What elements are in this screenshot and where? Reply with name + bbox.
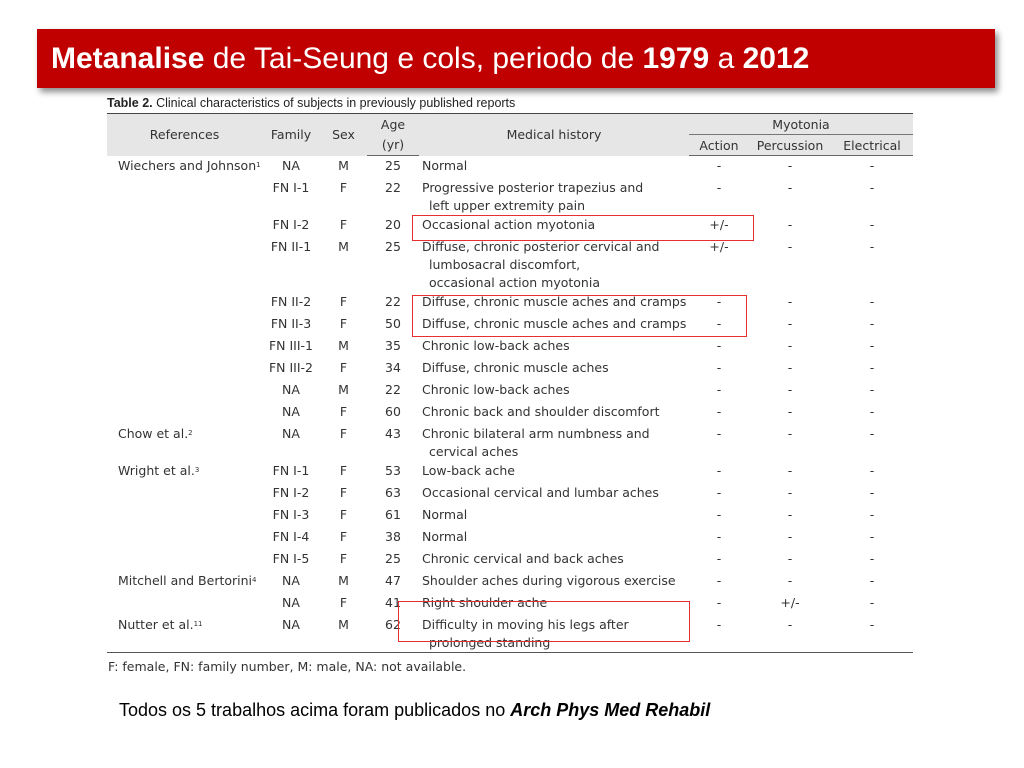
history-line: Diffuse, chronic muscle aches: [422, 360, 609, 375]
reference-name: Wright et al.: [118, 463, 195, 478]
cell-percussion: -: [787, 529, 793, 544]
cell-sex: F: [339, 316, 348, 331]
cell-electrical: -: [869, 463, 875, 478]
history-line: Shoulder aches during vigorous exercise: [422, 573, 676, 588]
history-continuation: occasional action myotonia: [429, 275, 600, 290]
cell-electrical: -: [869, 316, 875, 331]
cell-family: FN I-1: [272, 180, 310, 195]
cell-reference: [107, 314, 262, 336]
cell-percussion: +/-: [780, 595, 800, 610]
reference-name: Wiechers and Johnson: [118, 157, 257, 173]
journal-name: Arch Phys Med Rehabil: [510, 700, 711, 720]
header-age: Age: [367, 114, 419, 135]
history-line: Occasional action myotonia: [422, 217, 596, 232]
cell-family: FN I-4: [272, 529, 310, 544]
history-line: Normal: [422, 157, 468, 173]
slide-title: [37, 29, 995, 88]
cell-action: -: [716, 595, 722, 610]
cell-electrical: -: [869, 158, 875, 173]
cell-reference: [107, 292, 262, 314]
header-references: References: [107, 114, 262, 156]
cell-percussion: -: [787, 463, 793, 478]
cell-family: FN I-5: [272, 551, 310, 566]
cell-family: NA: [282, 404, 300, 419]
cell-medical-history: [419, 237, 689, 292]
cell-sex: M: [338, 573, 349, 588]
cell-sex: M: [338, 239, 349, 254]
cell-age: 60: [385, 404, 401, 419]
cell-reference: [107, 424, 262, 461]
cell-medical-history: [419, 178, 689, 215]
cell-percussion: -: [787, 360, 793, 375]
header-electrical: Electrical: [831, 135, 913, 156]
title-year-end: 2012: [742, 42, 810, 75]
cell-age: 41: [385, 595, 401, 610]
header-medical-history: Medical history: [419, 114, 689, 156]
cell-sex: F: [339, 595, 348, 610]
cell-age: 43: [385, 426, 401, 441]
cell-action: -: [716, 294, 722, 309]
cell-electrical: -: [869, 294, 875, 309]
cell-medical-history: [419, 527, 689, 549]
cell-family: FN I-1: [272, 463, 310, 478]
cell-electrical: -: [869, 404, 875, 419]
cell-age: 25: [385, 158, 401, 173]
cell-reference: [107, 505, 262, 527]
cell-percussion: -: [787, 294, 793, 309]
cell-electrical: -: [869, 239, 875, 254]
cell-reference: [107, 358, 262, 380]
table-row: [107, 156, 913, 179]
cell-action: -: [716, 426, 722, 441]
history-line: Right shoulder ache: [422, 595, 548, 610]
cell-action: +/-: [709, 217, 729, 232]
cell-age: 22: [385, 382, 401, 397]
table-row: [107, 402, 913, 424]
title-year-start: 1979: [642, 42, 710, 75]
cell-sex: F: [339, 360, 348, 375]
cell-family: FN II-3: [270, 316, 312, 331]
cell-sex: F: [339, 507, 348, 522]
history-line: Chronic cervical and back aches: [422, 551, 624, 566]
cell-action: -: [716, 382, 722, 397]
cell-age: 34: [385, 360, 401, 375]
cell-percussion: -: [787, 573, 793, 588]
header-action: Action: [689, 135, 749, 156]
bottom-note-text: Todos os 5 trabalhos acima foram publicados no: [119, 700, 511, 720]
cell-medical-history: [419, 336, 689, 358]
cell-action: -: [716, 507, 722, 522]
cell-age: 53: [385, 463, 401, 478]
cell-sex: F: [339, 485, 348, 500]
cell-action: -: [716, 338, 722, 353]
cell-reference: [107, 336, 262, 358]
history-line: Chronic low-back aches: [422, 382, 570, 397]
reference-superscript: 3: [194, 466, 200, 474]
history-line: Normal: [422, 507, 468, 522]
cell-medical-history: [419, 461, 689, 483]
header-percussion: Percussion: [749, 135, 831, 156]
cell-age: 62: [367, 615, 419, 653]
cell-sex: F: [339, 551, 348, 566]
cell-percussion: -: [787, 507, 793, 522]
cell-electrical: -: [869, 595, 875, 610]
cell-percussion: -: [787, 426, 793, 441]
cell-electrical: -: [869, 217, 875, 232]
cell-reference: [107, 237, 262, 292]
reference-superscript: 1: [256, 160, 261, 169]
cell-age: 38: [385, 529, 401, 544]
table-footnote: F: female, FN: family number, M: male, NA: not available.: [108, 659, 467, 674]
cell-electrical: -: [869, 382, 875, 397]
cell-medical-history: [419, 571, 689, 593]
table-row: [107, 527, 913, 549]
cell-medical-history: [419, 424, 689, 461]
cell-family: FN I-2: [272, 485, 310, 500]
cell-medical-history: [419, 156, 689, 179]
cell-action: -: [716, 360, 722, 375]
table-caption-text: Clinical characteristics of subjects in previously published reports: [152, 96, 516, 110]
cell-electrical: -: [869, 507, 875, 522]
history-line: Chronic back and shoulder discomfort: [422, 404, 660, 419]
cell-family: NA: [282, 573, 300, 588]
cell-action: -: [716, 158, 722, 173]
cell-medical-history: [419, 358, 689, 380]
cell-age: 47: [385, 573, 401, 588]
cell-action: -: [716, 529, 722, 544]
cell-sex: M: [338, 157, 349, 173]
cell-reference: [107, 156, 262, 179]
cell-action: -: [716, 463, 722, 478]
cell-action: +/-: [709, 239, 729, 254]
cell-age: 50: [385, 316, 401, 331]
cell-percussion: -: [787, 316, 793, 331]
cell-sex: F: [339, 529, 348, 544]
cell-family: NA: [282, 157, 300, 173]
highlight-box-muscle-aches: [412, 295, 747, 337]
cell-family: FN III-1: [268, 338, 314, 353]
table-row: [107, 571, 913, 593]
cell-reference: [107, 215, 262, 237]
cell-reference: [107, 402, 262, 424]
cell-reference: [107, 178, 262, 215]
title-text: de Tai-Seung e cols, periodo de: [204, 42, 643, 75]
cell-percussion: -: [787, 485, 793, 500]
reference-superscript: 2: [188, 429, 193, 437]
reference-name: Chow et al.: [118, 426, 189, 441]
cell-action: -: [716, 316, 722, 331]
history-continuation: lumbosacral discomfort,: [429, 257, 581, 272]
cell-age: 22: [385, 294, 401, 309]
cell-percussion: -: [787, 180, 793, 195]
cell-family: FN II-1: [270, 239, 312, 254]
history-line: Normal: [422, 529, 468, 544]
history-continuation: left upper extremity pain: [429, 198, 586, 213]
bottom-note: [119, 700, 710, 721]
table-row: [107, 178, 913, 215]
cell-reference: [107, 380, 262, 402]
cell-electrical: -: [831, 615, 913, 653]
header-age-unit: (yr): [367, 135, 419, 156]
cell-electrical: -: [869, 338, 875, 353]
history-line: Progressive posterior trapezius and: [422, 180, 644, 195]
cell-reference: [107, 593, 262, 615]
cell-age: 25: [385, 551, 401, 566]
history-line: Diffuse, chronic muscle aches and cramps: [422, 294, 687, 309]
title-strong: Metanalise: [51, 42, 205, 75]
cell-electrical: -: [869, 426, 875, 441]
cell-percussion: -: [787, 338, 793, 353]
cell-age: 63: [385, 485, 401, 500]
cell-reference: [107, 461, 262, 483]
cell-action: -: [716, 485, 722, 500]
cell-sex: F: [339, 294, 348, 309]
history-line: Diffuse, chronic muscle aches and cramps: [422, 316, 687, 331]
cell-family: NA: [282, 595, 300, 610]
table-row: [107, 505, 913, 527]
cell-percussion: -: [787, 158, 793, 173]
highlight-box-action-myotonia: [412, 215, 754, 241]
table-row: [107, 237, 913, 292]
cell-family: FN II-2: [270, 294, 312, 309]
cell-medical-history: [419, 483, 689, 505]
reference-name: Mitchell and Bertorini: [118, 573, 253, 588]
cell-family: NA: [282, 426, 300, 441]
cell-medical-history: [419, 505, 689, 527]
history-continuation: cervical aches: [429, 444, 519, 459]
cell-sex: M: [338, 338, 349, 353]
table-row: [107, 358, 913, 380]
cell-percussion: -: [787, 404, 793, 419]
cell-sex: F: [339, 404, 348, 419]
reference-superscript: 11: [193, 620, 203, 628]
table-figure: [107, 93, 913, 674]
cell-age: 35: [385, 338, 401, 353]
highlight-box-legs: [398, 601, 690, 642]
header-sex: Sex: [320, 114, 367, 156]
cell-percussion: -: [787, 382, 793, 397]
cell-family: NA: [282, 382, 300, 397]
cell-percussion: -: [749, 615, 831, 653]
cell-reference: [107, 483, 262, 505]
history-line: Difficulty in moving his legs after: [422, 617, 629, 632]
cell-medical-history: [419, 402, 689, 424]
history-line: Diffuse, chronic posterior cervical and: [422, 239, 660, 254]
table-row: [107, 461, 913, 483]
table-row: [107, 483, 913, 505]
history-line: Occasional cervical and lumbar aches: [422, 485, 659, 500]
cell-age: 20: [385, 217, 401, 232]
cell-age: 25: [385, 239, 401, 254]
reference-superscript: 4: [252, 576, 257, 584]
table-row: [107, 336, 913, 358]
cell-sex: M: [338, 382, 349, 397]
cell-reference: [107, 549, 262, 571]
history-line: Low-back ache: [422, 463, 515, 478]
cell-action: -: [716, 404, 722, 419]
cell-action: -: [716, 551, 722, 566]
cell-family: FN III-2: [268, 360, 314, 375]
table-row: [107, 549, 913, 571]
cell-electrical: -: [869, 485, 875, 500]
header-myotonia: Myotonia: [689, 114, 913, 135]
cell-reference: [107, 615, 262, 653]
cell-action: -: [716, 573, 722, 588]
clinical-table: [107, 113, 913, 653]
table-caption: [107, 93, 913, 113]
cell-family: FN I-2: [272, 217, 310, 232]
cell-family: NA: [262, 615, 320, 653]
cell-percussion: -: [787, 239, 793, 254]
cell-electrical: -: [869, 180, 875, 195]
cell-sex: F: [339, 426, 348, 441]
cell-electrical: -: [869, 551, 875, 566]
cell-age: 61: [385, 507, 401, 522]
table-caption-label: Table 2.: [107, 96, 153, 110]
cell-medical-history: [419, 549, 689, 571]
table-row: [107, 424, 913, 461]
cell-medical-history: [419, 380, 689, 402]
cell-action: -: [689, 615, 749, 653]
history-line: Chronic bilateral arm numbness and: [422, 426, 650, 441]
reference-name: Nutter et al.: [118, 617, 194, 632]
table-row: [107, 380, 913, 402]
history-line: Chronic low-back aches: [422, 338, 570, 353]
cell-percussion: -: [787, 551, 793, 566]
cell-sex: F: [339, 217, 348, 232]
cell-action: -: [716, 180, 722, 195]
cell-reference: [107, 571, 262, 593]
cell-electrical: -: [869, 573, 875, 588]
cell-sex: F: [339, 180, 348, 195]
title-connector: a: [709, 42, 743, 75]
cell-percussion: -: [787, 217, 793, 232]
cell-sex: F: [339, 463, 348, 478]
cell-electrical: -: [869, 529, 875, 544]
history-continuation: prolonged standing: [429, 635, 551, 650]
cell-family: FN I-3: [272, 507, 310, 522]
cell-age: 22: [385, 180, 401, 195]
cell-reference: [107, 527, 262, 549]
cell-electrical: -: [869, 360, 875, 375]
cell-sex: M: [320, 615, 367, 653]
header-family: Family: [262, 114, 320, 156]
